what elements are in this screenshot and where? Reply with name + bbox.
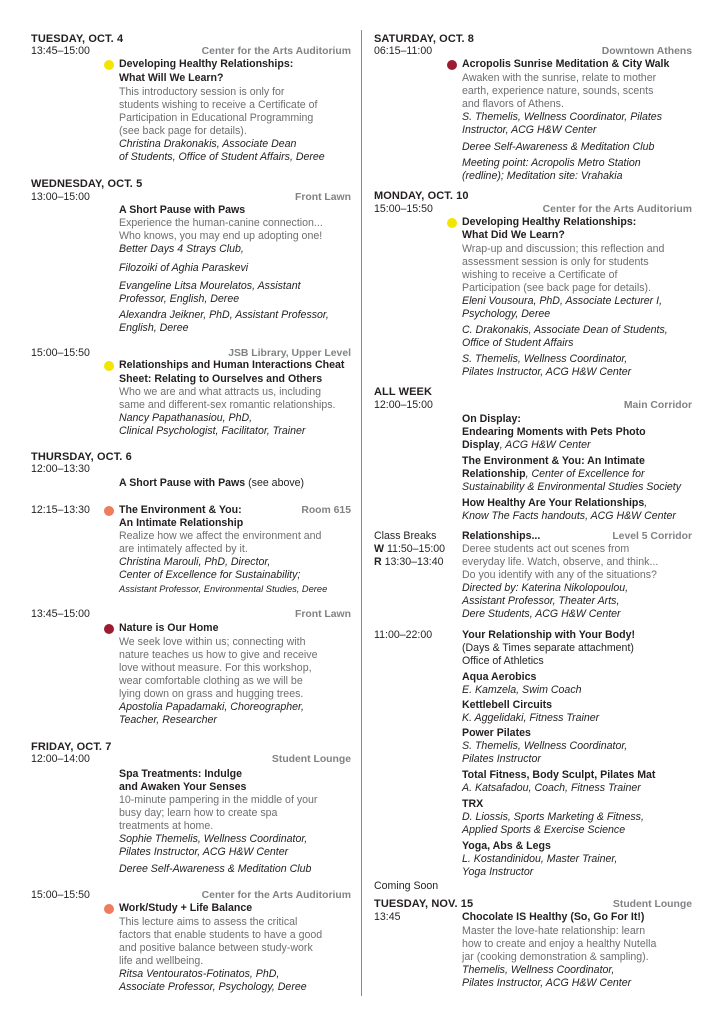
event-location: JSB Library, Upper Level <box>228 348 351 359</box>
event-description: This lecture aims to assess the critical <box>119 916 298 928</box>
event-description: how to create and enjoy a healthy Nutella <box>462 938 657 950</box>
event-title: How Healthy Are Your Relationships <box>462 497 645 509</box>
event-presenter: Professor, English, Deree <box>119 293 240 305</box>
class-coach: K. Aggelidaki, Fitness Trainer <box>462 712 600 724</box>
event-description: Wrap-up and discussion; this reflection and <box>462 243 665 255</box>
day-heading: FRIDAY, OCT. 7 <box>31 741 112 753</box>
event-title: Endearing Moments with Pets Photo <box>462 426 646 438</box>
event-title: Spa Treatments: Indulge <box>119 768 243 780</box>
event-description: (see back page for details). <box>119 125 247 137</box>
event-presenter: Assistant Professor, Theater Arts, <box>462 595 620 607</box>
day-heading: THURSDAY, OCT. 6 <box>31 451 132 463</box>
class-coach: D. Liossis, Sports Marketing & Fitness, <box>462 811 644 823</box>
event-presenter: Teacher, Researcher <box>119 714 217 726</box>
weekday-letter: W <box>374 543 384 555</box>
event-note: (see above) <box>245 477 305 489</box>
event-time: 13:45–15:00 <box>31 608 90 620</box>
event-presenter: Directed by: Katerina Nikolopoulou, <box>462 582 629 594</box>
event-time: 12:15–13:30 <box>31 504 90 516</box>
day-heading: WEDNESDAY, OCT. 5 <box>31 178 143 190</box>
class-coach: Yoga Instructor <box>462 866 534 878</box>
event-presenter: English, Deree <box>119 322 189 334</box>
event-description: treatments at home. <box>119 820 214 832</box>
event-time: 11:00–22:00 <box>374 629 433 641</box>
event-presenter: Associate Professor, Psychology, Deree <box>119 981 307 993</box>
event-description: Do you identify with any of the situations? <box>462 569 657 581</box>
event-presenter: Alexandra Jeikner, PhD, Assistant Professor, <box>119 309 329 321</box>
event-presenter: Christina Marouli, PhD, Director, <box>119 556 271 568</box>
event-presenter: Ritsa Ventouratos-Fotinatos, PhD, <box>119 968 280 980</box>
event-location: Center for the Arts Auditorium <box>201 890 351 901</box>
event-location: Student Lounge <box>612 899 692 910</box>
class-coach: E. Kamzela, Swim Coach <box>462 684 582 696</box>
event-title: Your Relationship with Your Body! <box>462 629 636 641</box>
class-coach: L. Kostandinidou, Master Trainer, <box>462 853 618 865</box>
yellow-dot-icon <box>104 361 114 371</box>
event-presenter: Deree Self-Awareness & Meditation Club <box>119 863 312 875</box>
class-name: Yoga, Abs & Legs <box>462 840 551 852</box>
event-title: Display <box>462 439 500 451</box>
event-description: busy day; learn how to create spa <box>119 807 278 819</box>
column-divider <box>361 30 362 996</box>
event-time: 15:00–15:50 <box>31 889 90 901</box>
event-organizer: Know The Facts handouts, ACG H&W Center <box>462 510 676 522</box>
event-description: Master the love-hate relationship: learn <box>462 925 646 937</box>
weekday-letter: R <box>374 556 382 568</box>
event-presenter: of Students, Office of Student Affairs, Deree <box>119 151 325 163</box>
event-presenter: Assistant Professor, Environmental Studies, Deree <box>119 584 328 594</box>
orange-dot-icon <box>104 904 114 914</box>
event-time: 11:50–15:00 <box>384 543 446 555</box>
event-presenter: C. Drakonakis, Associate Dean of Students, <box>462 324 668 336</box>
event-presenter: Pilates Instructor, ACG H&W Center <box>119 846 289 858</box>
event-presenter: Apostolia Papadamaki, Choreographer, <box>119 701 304 713</box>
event-location: Front Lawn <box>295 192 351 203</box>
event-description: and positive balance between study-work <box>119 942 313 954</box>
event-title: An Intimate Relationship <box>119 517 244 529</box>
event-location: Front Lawn <box>295 609 351 620</box>
class-coach: A. Katsafadou, Coach, Fitness Trainer <box>462 782 641 794</box>
event-presenter: Filozoiki of Aghia Paraskevi <box>119 262 249 274</box>
event-description: earth, experience nature, sounds, scents <box>462 85 654 97</box>
event-title-line <box>462 497 647 510</box>
event-location: Main Corridor <box>623 400 692 411</box>
event-location: Center for the Arts Auditorium <box>201 46 351 57</box>
event-description: same and different-sex romantic relationships. <box>119 399 336 411</box>
event-time-wed <box>374 543 445 556</box>
event-description: Who knows, you may end up adopting one! <box>119 230 323 242</box>
event-description: wishing to receive a Certificate of <box>462 269 618 281</box>
event-location: Student Lounge <box>271 754 351 765</box>
yellow-dot-icon <box>104 60 114 70</box>
event-title: The Environment & You: An Intimate <box>462 455 645 467</box>
event-title: A Short Pause with Paws <box>119 477 246 489</box>
section-label: Coming Soon <box>374 880 439 892</box>
maroon-dot-icon <box>447 60 457 70</box>
event-description: lying down on grass and hugging trees. <box>119 688 304 700</box>
event-presenter: Center of Excellence for Sustainability; <box>119 569 301 581</box>
event-time: 13:30–13:40 <box>381 556 444 568</box>
event-time-thu <box>374 556 444 569</box>
event-meeting-point: (redline); Meditation site: Vrahakia <box>462 170 623 182</box>
event-presenter: Deree Self-Awareness & Meditation Club <box>462 141 655 153</box>
event-description: jar (cooking demonstration & sampling). <box>462 951 649 963</box>
event-presenter: S. Themelis, Wellness Coordinator, Pilates <box>462 111 662 123</box>
event-time: 13:00–15:00 <box>31 191 90 203</box>
event-presenter: Pilates Instructor, ACG H&W Center <box>462 366 632 378</box>
event-presenter: Eleni Vousoura, PhD, Associate Lecturer I, <box>462 295 663 307</box>
event-meeting-point: Meeting point: Acropolis Metro Station <box>462 157 641 169</box>
maroon-dot-icon <box>104 624 114 634</box>
event-description: Awaken with the sunrise, relate to mother <box>462 72 657 84</box>
event-presenter: Office of Student Affairs <box>462 337 574 349</box>
day-heading: MONDAY, OCT. 10 <box>374 190 469 202</box>
event-presenter: Dere Students, ACG H&W Center <box>462 608 621 620</box>
event-title-line <box>119 477 304 490</box>
event-time: 06:15–11:00 <box>374 45 433 57</box>
class-name: Power Pilates <box>462 727 531 739</box>
event-description: Who we are and what attracts us, including <box>119 386 321 398</box>
event-description: Experience the human-canine connection... <box>119 217 323 229</box>
event-title: What Will We Learn? <box>119 72 224 84</box>
event-presenter: Evangeline Litsa Mourelatos, Assistant <box>119 280 301 292</box>
class-name: Total Fitness, Body Sculpt, Pilates Mat <box>462 769 656 781</box>
event-description: This introductory session is only for <box>119 86 285 98</box>
event-title: On Display: <box>462 413 521 425</box>
event-description: everyday life. Watch, observe, and think... <box>462 556 659 568</box>
event-title: Relationship <box>462 468 526 480</box>
event-description: love without measure. For this workshop, <box>119 662 312 674</box>
event-title-line <box>462 439 591 452</box>
event-title: and Awaken Your Senses <box>119 781 247 793</box>
event-description: Participation (see back page for details). <box>462 282 652 294</box>
event-description: life and wellbeing. <box>119 955 204 967</box>
event-description: assessment session is only for students <box>462 256 649 268</box>
event-description: factors that enable students to have a good <box>119 929 323 941</box>
event-time: 12:00–15:00 <box>374 399 433 411</box>
event-description: 10-minute pampering in the middle of your <box>119 794 318 806</box>
event-organizer: , <box>644 497 648 509</box>
event-presenter: Sophie Themelis, Wellness Coordinator, <box>119 833 308 845</box>
class-coach: Pilates Instructor <box>462 753 541 765</box>
event-description: Participation in Educational Programming <box>119 112 314 124</box>
event-presenter: Instructor, ACG H&W Center <box>462 124 597 136</box>
event-description: We seek love within us; connecting with <box>119 636 306 648</box>
event-subtitle: Office of Athletics <box>462 655 544 667</box>
event-time: 12:00–14:00 <box>31 753 90 765</box>
event-title: What Did We Learn? <box>462 229 565 241</box>
event-description: are intimately affected by it. <box>119 543 248 555</box>
event-organizer: , Center of Excellence for <box>525 468 645 480</box>
event-title: Work/Study + Life Balance <box>119 902 253 914</box>
event-presenter: Clinical Psychologist, Facilitator, Trainer <box>119 425 306 437</box>
day-heading: TUESDAY, OCT. 4 <box>31 33 124 45</box>
event-time: Class Breaks <box>374 530 437 542</box>
event-title: Developing Healthy Relationships: <box>119 58 294 70</box>
event-title-line <box>462 468 645 481</box>
class-coach: Applied Sports & Exercise Science <box>462 824 626 836</box>
event-title: Relationships and Human Interactions Cheat <box>119 359 345 371</box>
event-title: Chocolate IS Healthy (So, Go For It!) <box>462 911 645 923</box>
day-heading: ALL WEEK <box>374 386 433 398</box>
event-location: Level 5 Corridor <box>612 531 692 542</box>
class-name: Aqua Aerobics <box>462 671 537 683</box>
event-presenter: Better Days 4 Strays Club, <box>119 243 244 255</box>
event-organizer: Sustainability & Environmental Studies Society <box>462 481 682 493</box>
day-heading: TUESDAY, NOV. 15 <box>374 898 474 910</box>
event-title: Relationships... <box>462 530 541 542</box>
event-location: Room 615 <box>301 505 351 516</box>
event-time: 15:00–15:50 <box>31 347 90 359</box>
event-description: wear comfortable clothing as we will be <box>119 675 303 687</box>
event-subtitle: (Days & Times separate attachment) <box>462 642 634 654</box>
event-presenter: Nancy Papathanasiou, PhD, <box>119 412 253 424</box>
day-heading: SATURDAY, OCT. 8 <box>374 33 475 45</box>
event-presenter: Christina Drakonakis, Associate Dean <box>119 138 297 150</box>
event-time: 12:00–13:30 <box>31 463 90 475</box>
event-time: 15:00–15:50 <box>374 203 433 215</box>
event-description: Realize how we affect the environment and <box>119 530 322 542</box>
orange-dot-icon <box>104 506 114 516</box>
class-coach: S. Themelis, Wellness Coordinator, <box>462 740 628 752</box>
class-name: Kettlebell Circuits <box>462 699 553 711</box>
event-description: Deree students act out scenes from <box>462 543 630 555</box>
event-title: Nature is Our Home <box>119 622 219 634</box>
event-presenter: Themelis, Wellness Coordinator, <box>462 964 615 976</box>
event-title: The Environment & You: <box>119 504 242 516</box>
event-location: Downtown Athens <box>601 46 692 57</box>
class-name: TRX <box>462 798 484 810</box>
yellow-dot-icon <box>447 218 457 228</box>
event-time: 13:45 <box>374 911 401 923</box>
event-title: Developing Healthy Relationships: <box>462 216 637 228</box>
event-presenter: S. Themelis, Wellness Coordinator, <box>462 353 628 365</box>
event-presenter: Pilates Instructor, ACG H&W Center <box>462 977 632 989</box>
event-time: 13:45–15:00 <box>31 45 90 57</box>
event-title: Acropolis Sunrise Meditation & City Walk <box>462 58 670 70</box>
event-description: nature teaches us how to give and receive <box>119 649 318 661</box>
event-presenter: Psychology, Deree <box>462 308 551 320</box>
event-title: A Short Pause with Paws <box>119 204 246 216</box>
event-title: Sheet: Relating to Ourselves and Others <box>119 373 323 385</box>
event-organizer: , ACG H&W Center <box>499 439 591 451</box>
event-description: and flavors of Athens. <box>462 98 564 110</box>
event-location: Center for the Arts Auditorium <box>542 204 692 215</box>
event-description: students wishing to receive a Certificate of <box>119 99 318 111</box>
